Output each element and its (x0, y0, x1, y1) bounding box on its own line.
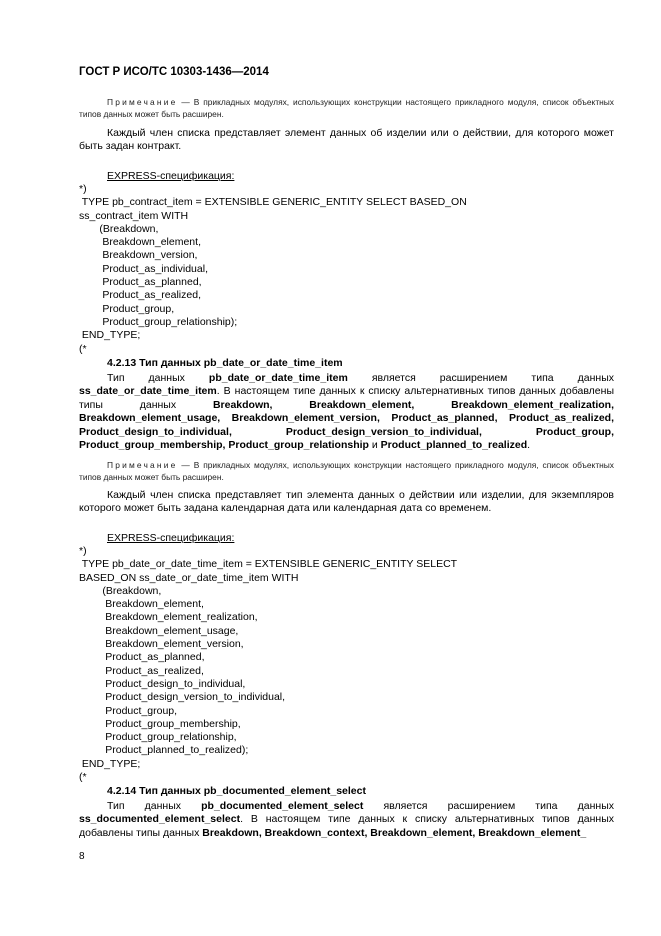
base-type-name: ss_date_or_date_time_item (79, 385, 217, 398)
text-span: Тип данных (107, 800, 202, 812)
text-span: . В настоящем типе данных к списку альтернативных типов данных добавлены типы данных (79, 385, 614, 411)
note-2 (79, 459, 614, 484)
text-span: Тип данных (107, 372, 209, 384)
express-code-block: *) TYPE pb_date_or_date_time_item = EXTENSIBLE GENERIC_ENTITY SELECT BASED_ON ss_date_or_date_time_item WITH (Breakdown, Breakdown_element, Breakdown_element_realization, Breakdown_element_usage, Breakdown_element_version, Product_as_planned, Product_as_realized, Product_design_to_individual, Product_design_version_to_individual, Product_group, Product_group_membership, Product_group_relationship, Product_planned_to_realized); END_TYPE; (* (79, 545, 458, 784)
page-number: 8 (79, 851, 85, 862)
text-span: . (527, 439, 531, 452)
type-name: pb_documented_element_select (201, 800, 364, 812)
note-1 (79, 96, 614, 121)
last-type-name: Product_planned_to_realized (380, 439, 528, 452)
paragraph: Каждый член списка представляет элемент данных об изделии или о действии, для которого может быть задан контракт. (79, 127, 614, 153)
express-spec-label (79, 170, 614, 183)
base-type-name: ss_documented_element_select (79, 813, 241, 826)
types-list: Breakdown, Breakdown_context, Breakdown_element, Breakdown_element_ (202, 826, 587, 839)
section-heading: 4.2.14 Тип данных pb_documented_element_select (107, 785, 366, 797)
section-paragraph (79, 800, 614, 840)
text-span: является расширением типа данных (363, 800, 614, 812)
text-span: является расширением типа данных (347, 372, 614, 384)
section-heading: 4.2.13 Тип данных pb_date_or_date_time_item (107, 357, 343, 369)
type-name: pb_date_or_date_time_item (208, 372, 348, 384)
note-text: — В прикладных модулях, использующих конструкции настоящего прикладного модуля, список объектных типов данных может быть расширен. (79, 460, 614, 483)
express-spec-label-text: EXPRESS-спецификация: (107, 532, 235, 544)
note-label: Примечание (107, 460, 178, 470)
note-label: Примечание (107, 97, 178, 107)
express-spec-label-text: EXPRESS-спецификация: (107, 170, 235, 182)
express-spec-label (79, 532, 614, 545)
text-span: . В настоящем типе данных к списку альтернативных типов данных добавлены типы данных (79, 813, 614, 839)
paragraph: Каждый член списка представляет тип элемента данных о действии или изделии, для экземпляров которого может быть задана календарная дата или календарная дата со временем. (79, 489, 614, 515)
express-code-block: *) TYPE pb_contract_item = EXTENSIBLE GENERIC_ENTITY SELECT BASED_ON ss_contract_item WITH (Breakdown, Breakdown_element, Breakdown_version, Product_as_individual, Product_as_planned, Product_as_realized, Product_group, Product_group_relationship); END_TYPE; (* (79, 183, 467, 355)
section-paragraph (79, 372, 614, 452)
page-header-title: ГОСТ Р ИСО/ТС 10303-1436—2014 (79, 66, 269, 78)
text-span: и (368, 439, 381, 452)
types-list: Breakdown, Breakdown_element, Breakdown_element_realization, Breakdown_element_usage, Breakdown_element_version, Product_as_planned, Product_as_realized, Product_design_to_individual, Product_design_version_to_individual, Product_group, Product_group_membership, Product_group_relationship (79, 398, 614, 452)
note-text: — В прикладных модулях, использующих конструкции настоящего прикладного модуля, список объектных типов данных может быть расширен. (79, 97, 614, 120)
